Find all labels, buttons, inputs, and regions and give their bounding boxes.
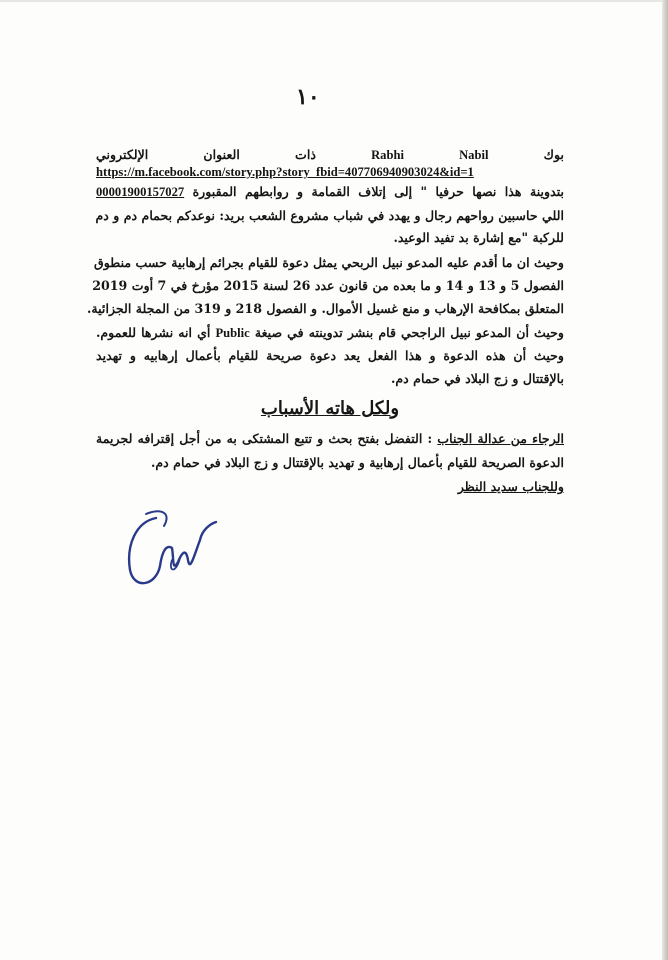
post-url-tail: 00001900157027 xyxy=(96,185,185,199)
line-7: الفصول 5 و 13 و 14 و ما بعده من قانون عدد 26 لسنة 2015 مؤرخ في 7 أوت 2019 xyxy=(92,278,564,293)
line-10: وحيث أن هذه الدعوة و هذا الفعل يعد دعوة صريحة للقيام بأعمال إرهابيه و تهديد xyxy=(96,348,564,363)
request-opening: الرجاء من عدالة الجناب xyxy=(437,431,564,446)
account-name-first: Nabil xyxy=(459,148,489,162)
line-9-post: أي انه نشرها للعموم. xyxy=(96,325,211,340)
page-top-edge xyxy=(0,0,668,2)
line-3-text: بتدوينة هذا نصها حرفيا " إلى إتلاف القمامة و روابطهم المقبورة xyxy=(192,184,565,199)
page-number: ١٠ xyxy=(296,84,320,110)
line-4: اللي حاسبين رواحهم رجال و يهدد في شباب مشروع الشعب بريد: نوعدكم بحمام دم و دم xyxy=(95,208,564,223)
request-body: : التفضل بفتح بحث و تتبع المشتكى به من أجل إقترافه لجريمة xyxy=(96,431,433,446)
line-9-pre: وحيث أن المدعو نبيل الراجحي قام بنشر تدوينته في صيغة xyxy=(254,325,565,340)
line-8: المتعلق بمكافحة الإرهاب و منع غسيل الأموال. و الفصول 218 و 319 من المجلة الجزائية. xyxy=(87,301,564,316)
line-9 xyxy=(96,324,564,342)
line-5: للركبة "مع إشارة بد تفيد الوعيد. xyxy=(393,230,564,245)
line-2 xyxy=(96,163,564,181)
page-shadow-edge xyxy=(662,0,668,960)
section-heading: ولكل هاته الأسباب xyxy=(260,398,400,419)
post-url: https://m.facebook.com/story.php?story_fbid=407706940903024&id=1 xyxy=(96,165,474,179)
handwritten-signature xyxy=(116,500,226,600)
line-1 xyxy=(96,146,564,164)
account-name-last: Rabhi xyxy=(371,148,404,162)
line-11: بالإقتتال و زج البلاد في حمام دم. xyxy=(391,371,564,386)
public-word: Public xyxy=(215,326,250,340)
address-label: ذات العنوان الإلكتروني xyxy=(96,147,316,162)
closing-line: وللجناب سديد النظر xyxy=(457,479,564,494)
line-3 xyxy=(96,183,564,201)
line-6: وحيث ان ما أقدم عليه المدعو نبيل الربحي يمثل دعوة للقيام بجرائم إرهابية حسب منطوق xyxy=(93,255,564,270)
facebook-word: بوك xyxy=(543,147,564,162)
line-12 xyxy=(96,430,564,448)
line-13: الدعوة الصريحة للقيام بأعمال إرهابية و تهديد بالإقتتال و زج البلاد في حمام دم. xyxy=(150,455,564,470)
